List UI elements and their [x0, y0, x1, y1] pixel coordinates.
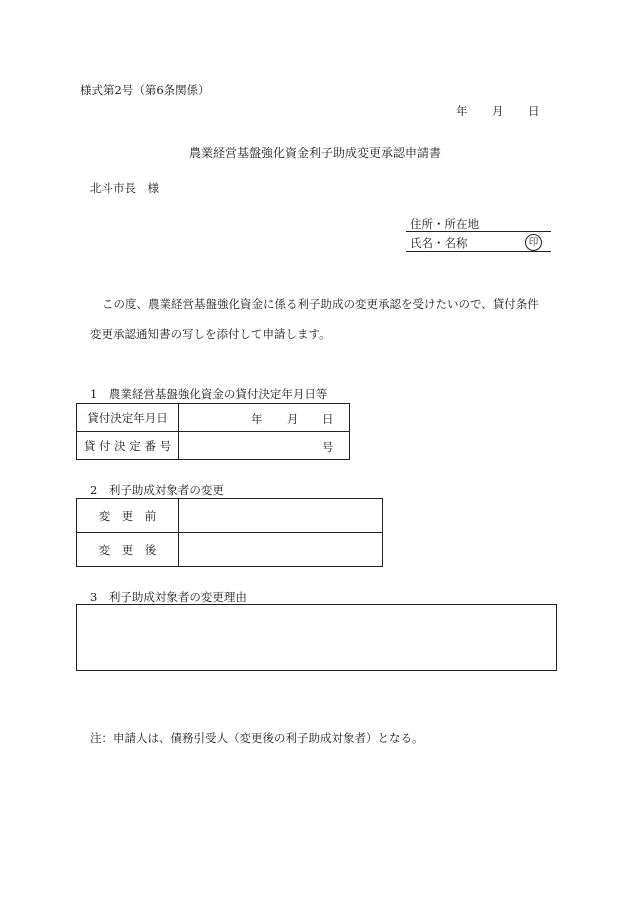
section2-heading: 2 利子助成対象者の変更	[90, 483, 224, 497]
decision-date-row	[77, 404, 350, 432]
section1-heading: 1 農業経営基盤強化資金の貸付決定年月日等	[90, 387, 328, 401]
date-year-label: 年	[456, 104, 468, 118]
before-label: 変 更 前	[77, 499, 179, 533]
name-label: 氏名・名称	[410, 236, 468, 250]
after-label: 変 更 後	[77, 533, 179, 567]
decision-number-cell[interactable]	[179, 432, 350, 460]
body-line-2: 変更承認通知書の写しを添付して申請します。	[90, 327, 331, 341]
seal-mark: 印	[525, 234, 542, 251]
body-line-1: この度、農業経営基盤強化資金に係る利子助成の変更承認を受けたいので、貸付条件	[102, 297, 539, 311]
decision-day-label: 日	[322, 411, 334, 426]
number-unit: 号	[322, 439, 334, 454]
change-reason-box[interactable]	[76, 604, 557, 671]
date-month-label: 月	[492, 104, 504, 118]
decision-date-cell[interactable]	[179, 404, 350, 432]
form-number: 様式第2号（第6条関係）	[80, 83, 210, 97]
after-value-cell[interactable]	[179, 533, 383, 567]
decision-number-row	[77, 432, 350, 460]
name-underline	[406, 251, 551, 252]
addressee: 北斗市長 様	[90, 181, 159, 195]
address-label: 住所・所在地	[410, 217, 479, 231]
section3-heading: 3 利子助成対象者の変更理由	[90, 590, 247, 604]
loan-decision-table	[76, 403, 350, 460]
decision-year-label: 年	[251, 411, 263, 426]
note: 注：申請人は、債務引受人（変更後の利子助成対象者）となる。	[90, 731, 424, 745]
document-title: 農業経営基盤強化資金利子助成変更承認申請書	[188, 146, 441, 160]
before-row	[77, 499, 383, 533]
date-day-label: 日	[528, 104, 540, 118]
decision-number-label: 貸 付 決 定 番 号	[77, 432, 179, 460]
before-value-cell[interactable]	[179, 499, 383, 533]
decision-month-label: 月	[287, 411, 299, 426]
after-row	[77, 533, 383, 567]
decision-date-label: 貸付決定年月日	[77, 404, 179, 432]
address-underline	[406, 231, 551, 232]
recipient-change-table	[76, 498, 383, 567]
